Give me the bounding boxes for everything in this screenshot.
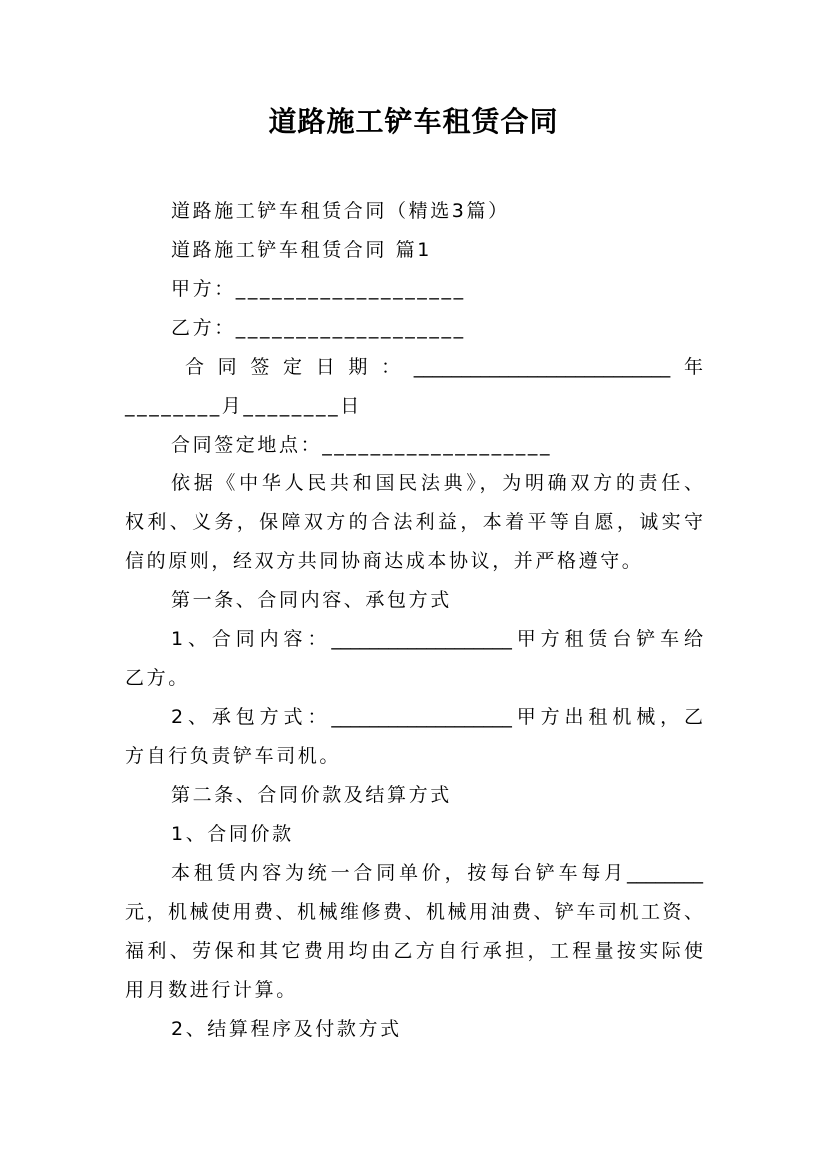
sign-date-line-cont: ________月________日: [125, 395, 362, 417]
sign-date-line: 合同签定日期：___________________________年: [185, 356, 703, 378]
paragraph-line: 本租赁内容为统一合同单价，按每台铲车每月________: [171, 862, 703, 884]
clause-heading: 2、结算程序及付款方式: [171, 1018, 402, 1040]
article-heading: 第一条、合同内容、承包方式: [171, 589, 452, 611]
paragraph-line: 乙方。: [125, 667, 190, 689]
document-title: 道路施工铲车租赁合同: [268, 105, 559, 138]
party-b-line: 乙方：___________________: [171, 317, 466, 339]
paragraph-line: 元，机械使用费、机械维修费、机械用油费、铲车司机工资、: [125, 901, 703, 923]
paragraph-line: 用月数进行计算。: [125, 979, 298, 1001]
clause-heading: 1、合同价款: [171, 823, 294, 845]
party-a-line: 甲方：___________________: [171, 278, 466, 300]
paragraph-line: 权利、义务，保障双方的合法利益，本着平等自愿，诚实守: [125, 511, 703, 533]
paragraph-line: 福利、劳保和其它费用均由乙方自行承担，工程量按实际使: [125, 940, 703, 962]
paragraph-line: 1、合同内容：___________________甲方租赁台铲车给: [171, 628, 703, 650]
paragraph-line: 2、承包方式：___________________甲方出租机械，乙: [171, 706, 703, 728]
subtitle-line: 道路施工铲车租赁合同（精选3篇）: [171, 200, 510, 222]
article-heading: 第二条、合同价款及结算方式: [171, 784, 452, 806]
sign-place-line: 合同签定地点：___________________: [171, 434, 553, 456]
section-heading: 道路施工铲车租赁合同 篇1: [171, 239, 432, 261]
paragraph-line: 信的原则，经双方共同协商达成本协议，并严格遵守。: [125, 550, 644, 572]
paragraph-line: 方自行负责铲车司机。: [125, 745, 342, 767]
paragraph-line: 依据《中华人民共和国民法典》，为明确双方的责任、: [171, 472, 703, 494]
